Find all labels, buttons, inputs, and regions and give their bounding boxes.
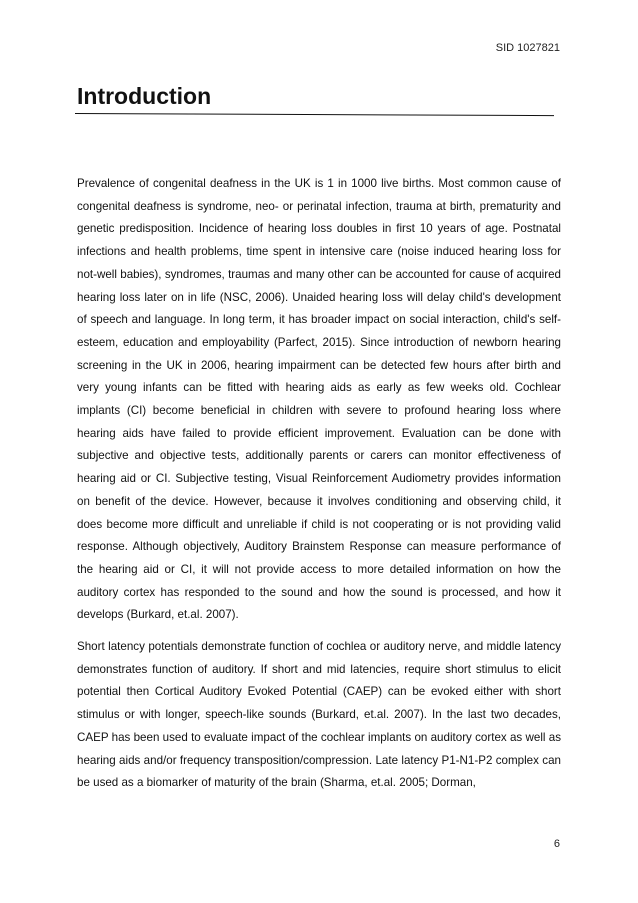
paragraph-1: Prevalence of congenital deafness in the UK is 1 in 1000 live births. Most common cause of congenital deafness is syndrome, neo- or perinatal infection, trauma at birth, prematurity and genetic predisposition. Incidence of hearing loss doubles in first 10 years of age. Postnatal infections and health problems, time spent in intensive care (noise induced hearing loss for not-well babies), syndromes, traumas and many other can be accounted for cause of acquired hearing loss later on in life (NSC, 2006). Unaided hearing loss will delay child's development of speech and language. In long term, it has broader impact on social interaction, child's self-esteem, education and employability (Parfect, 2015). Since introduction of newborn hearing screening in the UK in 2006, hearing impairment can be detected few hours after birth and very young infants can be fitted with hearing aids as early as few weeks old. Cochlear implants (CI) become beneficial in children with severe to profound hearing loss where hearing aids have failed to provide efficient improvement. Evaluation can be done with subjective and objective tests, additionally parents or carers can monitor effectiveness of hearing aid or CI. Subjective testing, Visual Reinforcement Audiometry provides information on benefit of the device. However, because it involves conditioning and observing child, it does become more difficult and unreliable if child is not cooperating or is not providing valid response. Although objectively, Auditory Brainstem Response can measure performance of the hearing aid or CI, it will not provide access to more detailed information on how the auditory cortex has responded to the sound and how the sound is processed, and how it develops (Burkard, et.al. 2007). xyxy=(77,177,561,622)
section-title: Introduction xyxy=(77,83,212,109)
paragraph-2: Short latency potentials demonstrate function of cochlea or auditory nerve, and middle latency demonstrates function of auditory. If short and mid latencies, require short stimulus to elicit potential then Cortical Auditory Evoked Potential (CAEP) can be evoked either with short stimulus or with longer, speech-like sounds (Burkard, et.al. 2007). In the last two decades, CAEP has been used to evaluate impact of the cochlear implants on auditory cortex as well as hearing aids and/or frequency transposition/compression. Late latency P1-N1-P2 complex can be used as a biomarker of maturity of the brain (Sharma, et.al. 2005; Dorman, xyxy=(77,640,561,790)
title-underline xyxy=(75,113,554,116)
body-text xyxy=(77,173,561,795)
student-id-header: SID 1027821 xyxy=(495,42,560,54)
page-number: 6 xyxy=(553,838,560,850)
